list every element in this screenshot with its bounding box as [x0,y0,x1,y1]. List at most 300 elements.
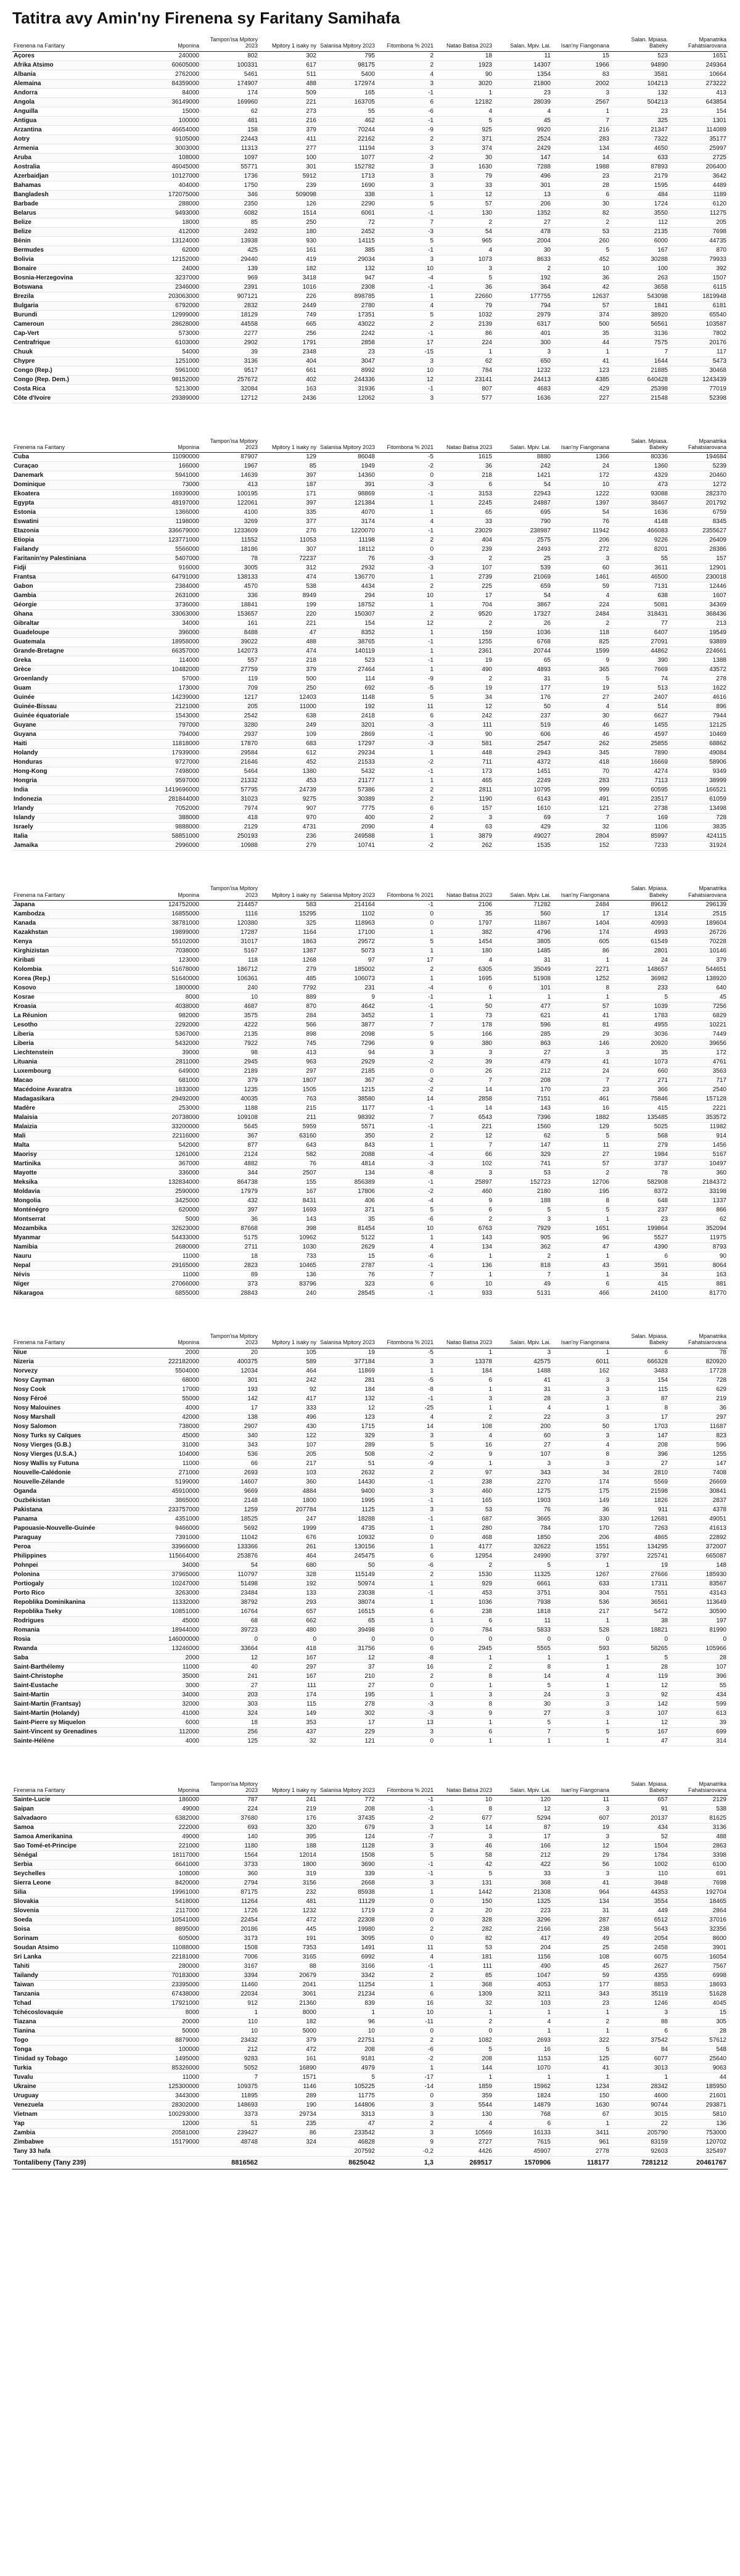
country-name: Tahiti [12,1962,142,1971]
table-cell: 7113 [610,777,669,786]
table-cell: 84 [610,2046,669,2055]
table-cell: 415 [610,1280,669,1289]
table-cell: 1 [376,601,435,610]
table-cell: 12014 [259,1851,318,1860]
table-row [12,1916,728,1925]
country-name: Romania [12,1625,142,1635]
table-cell: 133366 [200,1542,259,1551]
table-cell: 7322 [610,134,669,144]
table-cell: 320 [259,1823,318,1833]
table-cell: 11042 [200,1533,259,1542]
table-cell: 5407000 [142,555,200,564]
table-cell: 462 [318,116,376,125]
table-cell: 864738 [200,1178,259,1187]
table-cell: 51498 [200,1579,259,1588]
table-cell: 1 [376,1141,435,1150]
country-name: Anguilla [12,107,142,116]
table-cell: 1 [376,629,435,638]
data-table [12,885,728,1298]
table-cell: 1783 [610,1012,669,1021]
country-name: Nosy Féroé [12,1394,142,1403]
table-cell: 194684 [669,453,728,462]
table-cell: 238 [435,1607,493,1616]
table-cell: 296139 [669,901,728,910]
table-cell: 45910000 [142,1487,200,1496]
country-name: Guyane [12,721,142,730]
table-cell: 3563 [669,1067,728,1076]
table-cell: 212 [493,1067,552,1076]
table-cell: 188 [259,1842,318,1851]
table-cell: 240000 [142,51,200,60]
table-cell: 17351 [318,310,376,320]
table-cell: 58851000 [142,832,200,841]
table-row [12,1879,728,1888]
table-cell: 1713 [318,171,376,181]
table-row [12,1076,728,1086]
table-cell: 5643 [610,1925,669,1934]
table-cell: 6382000 [142,1814,200,1823]
table-cell: 3737 [610,1160,669,1169]
table-cell: 338 [318,190,376,199]
table-cell: 208 [435,2055,493,2064]
table-cell: 472 [259,1916,318,1925]
table-cell: 6011 [552,1357,610,1366]
table-cell: 146000000 [142,1635,200,1644]
table-cell: 1128 [318,1842,376,1851]
table-cell: 307 [259,545,318,555]
table-cell: 207592 [318,2147,376,2157]
table-cell: 46 [552,730,610,740]
table-cell: 12706 [552,1178,610,1187]
country-name: Salvadaoro [12,1814,142,1823]
table-cell: 217 [259,1459,318,1468]
table-cell: 5 [493,1206,552,1215]
table-row [12,292,728,301]
table-cell: 437 [259,1727,318,1736]
table-cell: 1255 [669,1450,728,1459]
table-cell: 29 [552,1851,610,1860]
table-cell: 244336 [318,375,376,384]
table-cell: 23395000 [142,1981,200,1990]
table-cell: 96 [318,2018,376,2027]
table-cell: 1923 [435,60,493,70]
table-cell: 87175 [200,1888,259,1897]
table-cell: 11775 [318,2092,376,2101]
country-name: Estonia [12,508,142,518]
table-row [12,1907,728,1916]
table-cell: 2794 [200,1879,259,1888]
table-cell: 1903 [493,1496,552,1505]
country-name: Nosy Turks sy Caïques [12,1431,142,1440]
table-cell: 733 [259,1252,318,1261]
table-cell: 24413 [493,375,552,384]
table-cell: 143 [493,1104,552,1113]
table-cell: 140119 [318,647,376,656]
table-cell: -2 [376,153,435,162]
table-cell: 169960 [200,97,259,107]
country-name: Yap [12,2120,142,2129]
table-cell: -3 [376,1160,435,1169]
table-cell: 104213 [610,79,669,88]
table-cell: 300 [493,338,552,347]
table-cell: 32623000 [142,1224,200,1234]
table-cell: 8633 [493,255,552,264]
table-cell: 328 [435,1916,493,1925]
country-name: Chuuk [12,347,142,357]
table-cell: 397 [259,499,318,508]
table-cell: 1 [552,2008,610,2018]
table-cell: 5571 [318,1123,376,1132]
table-cell: 106073 [318,975,376,984]
table-row [12,919,728,928]
column-header: Isan'ny Fiangonana [552,1333,610,1348]
table-cell: 38792 [200,1598,259,1607]
table-cell: 279 [259,841,318,851]
table-cell: 2 [376,2120,435,2129]
table-cell: 8420000 [142,1879,200,1888]
table-cell: 6 [376,712,435,721]
table-cell: 490 [493,1962,552,1971]
country-name: Soisa [12,1925,142,1934]
table-cell: -1 [376,767,435,777]
column-header: Fitombona % 2021 [376,438,435,453]
table-cell: 8992 [318,366,376,375]
table-cell: 69 [493,814,552,823]
table-cell: 9400 [318,1487,376,1496]
table-cell: 1 [376,508,435,518]
table-cell: 704 [435,601,493,610]
table-cell: 167 [259,1653,318,1662]
table-cell: 12 [200,1653,259,1662]
table-cell: 7131 [610,582,669,592]
table-cell: 825 [552,638,610,647]
table-cell: 71282 [493,901,552,910]
table-cell: 12000 [142,2120,200,2129]
table-row [12,1981,728,1990]
column-header: Firenena na Faritany [12,36,142,51]
table-cell: 648 [610,1197,669,1206]
table-cell: 214164 [318,901,376,910]
table-cell: 367 [318,1076,376,1086]
table-cell: 208 [610,1440,669,1450]
table-cell: 1116 [200,910,259,919]
table-cell: 5810 [669,2110,728,2120]
table-cell: 0 [552,1635,610,1644]
table-cell: 166521 [669,786,728,795]
table-cell: 6792000 [142,301,200,310]
table-cell: 3452 [318,1012,376,1021]
table-cell: 3 [376,1842,435,1851]
table-cell: 7615 [493,2138,552,2147]
table-cell: 2693 [493,2036,552,2046]
table-row [12,347,728,357]
country-name: Afrika Atsimo [12,60,142,70]
table-cell: 6512 [610,1916,669,1925]
table-cell: 365 [552,666,610,675]
table-cell: 1314 [610,910,669,919]
table-row [12,1002,728,1012]
table-cell: -2 [376,758,435,767]
table-row [12,910,728,919]
country-name: Faritanin'ny Palestiniana [12,555,142,564]
table-cell: 149 [552,1496,610,1505]
table-cell: 6 [552,190,610,199]
table-cell: 772 [318,1796,376,1805]
table-cell: 12403 [259,693,318,703]
table-row [12,1727,728,1736]
table-cell: 1 [552,1736,610,1746]
table-row [12,804,728,814]
table-cell: 1 [552,1662,610,1672]
table-cell: 29234 [318,749,376,758]
table-cell: 177755 [493,292,552,301]
table-cell: 4761 [669,1058,728,1067]
table-row [12,301,728,310]
table-row [12,227,728,236]
table-cell: 142 [200,1394,259,1403]
table-cell: 37965000 [142,1570,200,1579]
country-name: Cap-Vert [12,329,142,338]
table-cell: 161 [200,619,259,629]
table-cell: 83796 [259,1280,318,1289]
table-cell: 14 [435,1104,493,1113]
column-header: Firenena na Faritany [12,1333,142,1348]
table-cell: 5569 [610,1477,669,1487]
table-cell: 2711 [200,1243,259,1252]
table-cell: 81990 [669,1625,728,1635]
table-cell: 1750 [200,181,259,190]
table-cell: 150307 [318,610,376,619]
table-cell: 68862 [669,740,728,749]
table-cell: 12034 [200,1366,259,1376]
table-cell: 1 [376,947,435,956]
table-cell: 5400 [318,70,376,79]
table-cell: -5 [376,684,435,693]
table-cell: 1 [493,1653,552,1662]
table-cell: 77019 [669,384,728,394]
table-cell: 33063000 [142,610,200,619]
table-cell: 1198000 [142,518,200,527]
table-cell: 3167 [200,1962,259,1971]
country-name: Guadeloupe [12,629,142,638]
table-cell: 3425000 [142,1197,200,1206]
table-cell: 6 [376,1551,435,1561]
table-cell: 528 [552,1625,610,1635]
table-cell: 26409 [669,536,728,545]
table-cell: 29734 [259,2110,318,2120]
table-row [12,1814,728,1823]
table-cell: 237 [610,1206,669,1215]
table-row [12,1699,728,1709]
table-cell: -1 [376,1394,435,1403]
table-cell: 3 [376,357,435,366]
table-cell: 345 [552,749,610,758]
table-cell: 617 [259,60,318,70]
table-cell: 448 [435,749,493,758]
table-cell: 18525 [200,1514,259,1524]
table-cell: 100293000 [142,2110,200,2120]
table-cell: 0 [376,1533,435,1542]
table-cell: 1807 [259,1076,318,1086]
table-cell: 13498 [669,804,728,814]
table-cell: 1 [552,1271,610,1280]
country-name: Niue [12,1348,142,1357]
table-cell: 12901 [669,564,728,573]
table-cell: 16890 [259,2064,318,2073]
table-cell: 687 [435,1514,493,1524]
table-cell: 1255 [435,638,493,647]
table-row [12,51,728,60]
table-cell: 367 [200,1132,259,1141]
country-name: Tchécoslovaquie [12,2008,142,2018]
table-cell: 10988 [200,841,259,851]
table-cell: 0 [435,2027,493,2036]
table-cell: 11 [376,1944,435,1953]
table-row [12,190,728,199]
table-cell: 11275 [669,208,728,218]
table-cell: 3733 [200,1860,259,1870]
table-cell: 2 [376,1468,435,1477]
table-cell: 136770 [318,573,376,582]
country-name: Congo (Rep.) [12,366,142,375]
table-row [12,823,728,832]
table-cell: 57000 [142,675,200,684]
column-header: Fitombona % 2021 [376,1781,435,1796]
table-cell: 2 [376,795,435,804]
table-cell: 4 [435,956,493,965]
table-cell: 59 [552,582,610,592]
table-cell: 1564 [200,1851,259,1860]
table-cell: 6 [610,1348,669,1357]
table-cell: -1 [376,901,435,910]
table-cell: 98152000 [142,375,200,384]
table-cell: 170 [493,1086,552,1095]
table-cell: 210 [318,1672,376,1681]
table-cell: 150 [435,1897,493,1907]
table-cell: 1824 [493,2092,552,2101]
table-cell: 12 [435,190,493,199]
table-cell: 1622 [669,684,728,693]
table-cell: 2575 [493,536,552,545]
table-cell: 1 [493,2073,552,2083]
table-row [12,70,728,79]
table-cell: -1 [376,730,435,740]
table-cell: 11 [493,1616,552,1625]
table-cell: 167 [610,246,669,255]
table-cell: 110 [610,1870,669,1879]
table-cell: 818 [493,1261,552,1271]
table-cell: 3136 [669,1823,728,1833]
country-name: Soeda [12,1916,142,1925]
table-cell: 1 [376,573,435,582]
table-cell: 284 [259,1012,318,1021]
table-cell: 33 [493,1870,552,1879]
table-cell: 367000 [142,1160,200,1169]
table-cell: 16939000 [142,490,200,499]
table-cell: 216 [259,116,318,125]
table-cell: 232 [259,1888,318,1897]
country-name: Belize [12,227,142,236]
table-cell: 17327 [493,610,552,619]
table-cell: 8488 [200,629,259,638]
table-cell: 1636 [610,508,669,518]
table-cell: 417 [493,1934,552,1944]
table-cell: 124 [318,1833,376,1842]
table-cell: 925 [435,125,493,134]
table-row [12,1039,728,1049]
table-cell: 119 [200,675,259,684]
table-cell: 2804 [552,832,610,841]
table-cell: 2308 [318,283,376,292]
table-cell: 396 [610,1450,669,1459]
table-cell: 5 [376,1206,435,1215]
table-cell: 4 [435,107,493,116]
table-cell: 745 [259,1039,318,1049]
table-cell: 418 [552,758,610,767]
country-name: Alemaina [12,79,142,88]
table-cell: 6641000 [142,1860,200,1870]
table-cell: 916000 [142,564,200,573]
table-cell: 55 [318,107,376,116]
country-name: Mayotte [12,1169,142,1178]
column-header: Mpitory 1 isaky ny [259,36,318,51]
table-cell: 225 [435,582,493,592]
table-cell: 7 [376,1271,435,1280]
table-cell: 51628 [669,1990,728,1999]
table-cell: 7 [610,347,669,357]
table-cell: 36 [200,1215,259,1224]
country-name: Maorisy [12,1150,142,1160]
table-cell: 2 [552,1169,610,1178]
table-row [12,582,728,592]
table-cell: 9 [435,1450,493,1459]
table-cell: 11 [493,51,552,60]
country-name: Hong-Kong [12,767,142,777]
column-header: Salanisa Mpitory 2023 [318,438,376,453]
data-table [12,1333,728,1746]
table-cell: 30 [493,246,552,255]
table-row [12,357,728,366]
table-row [12,1625,728,1635]
column-header: Mpanatrika Fahatsiarovana [669,36,728,51]
country-name: Moldavia [12,1187,142,1197]
table-cell: 15179000 [142,2138,200,2147]
table-cell: 24000 [142,264,200,273]
table-cell: 208 [318,1805,376,1814]
table-cell: 45907 [493,2147,552,2157]
table-cell: 60 [493,1431,552,1440]
table-cell: 50 [435,1002,493,1012]
table-cell: 787 [200,1796,259,1805]
table-cell: 16669 [610,758,669,767]
table-cell: 465 [435,777,493,786]
table-cell: 25855 [610,740,669,749]
table-cell: 9275 [259,795,318,804]
table-cell: 605000 [142,1934,200,1944]
country-name: Nosy Malouines [12,1403,142,1413]
table-cell: 0 [376,1067,435,1076]
table-cell: 589 [259,1357,318,1366]
table-cell: 866 [669,1206,728,1215]
table-cell: 11332000 [142,1598,200,1607]
table-cell: 1984 [610,1150,669,1160]
table-cell: 1 [552,2073,610,2083]
table-row [12,1681,728,1690]
table-cell: 17 [200,1403,259,1413]
country-name: Etiopia [12,536,142,545]
table-row [12,1851,728,1860]
table-cell: 7929 [493,1224,552,1234]
